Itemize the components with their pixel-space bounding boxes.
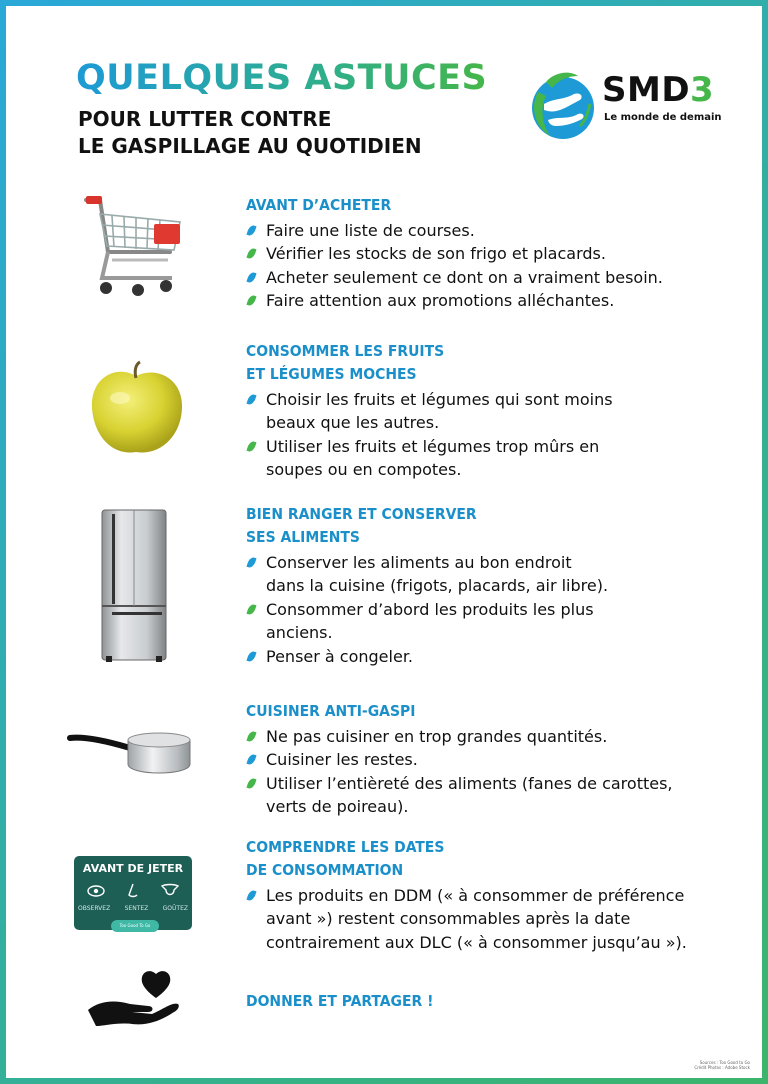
list-item	[246, 266, 663, 289]
leaf-icon	[246, 393, 256, 406]
list-item-line: verts de poireau).	[266, 797, 409, 817]
leaf-icon	[246, 777, 256, 790]
badge-label-sentez: SENTEZ	[124, 905, 149, 912]
section-title	[246, 836, 687, 882]
section-title-line: CUISINER ANTI-GASPI	[246, 702, 416, 720]
list-item	[246, 388, 613, 435]
badge-labels	[78, 905, 188, 912]
badge-label-observez: OBSERVEZ	[78, 905, 111, 912]
list-item-line: dans la cuisine (frigots, placards, air libre).	[266, 576, 609, 596]
list-item	[246, 772, 673, 819]
fridge-icon	[98, 506, 170, 666]
section-title	[246, 700, 673, 723]
too-good-to-go-logo: Too Good To Go	[111, 920, 159, 932]
leaf-icon	[246, 889, 256, 902]
section-title	[246, 340, 613, 386]
bullet-list	[246, 388, 613, 482]
bullet-list	[246, 725, 673, 819]
subtitle-line-2: LE GASPILLAGE AU QUOTIDIEN	[78, 134, 422, 158]
list-item-line: beaux que les autres.	[266, 413, 440, 433]
list-item	[246, 645, 608, 668]
list-item-text: Faire une liste de courses.	[266, 221, 475, 240]
list-item	[246, 748, 673, 771]
logo-wordmark	[602, 70, 714, 110]
leaf-icon	[246, 556, 256, 569]
list-item-line: Penser à congeler.	[266, 646, 414, 666]
leaf-icon	[246, 650, 256, 663]
page-title: QUELQUES ASTUCES	[76, 58, 488, 98]
section-title-line: CONSOMMER LES FRUITS	[246, 342, 445, 360]
list-item-line: Utiliser l’entièreté des aliments (fanes de carottes,	[266, 773, 673, 793]
credits-line: Crédit Photos : Adobe Stock	[694, 1065, 750, 1070]
bullet-list	[246, 551, 608, 668]
section-title-line: COMPRENDRE LES DATES	[246, 838, 445, 856]
section-title-line: SES ALIMENTS	[246, 528, 360, 546]
section-title-line: ET LÉGUMES MOCHES	[246, 365, 417, 383]
list-item	[246, 435, 613, 482]
list-item	[246, 219, 663, 242]
shopping-cart-icon	[82, 194, 186, 306]
leaf-icon	[246, 440, 256, 453]
badge-label-goutez: GOÛTEZ	[162, 905, 188, 912]
list-item	[246, 551, 608, 598]
bullet-list	[246, 219, 663, 313]
leaf-icon	[246, 224, 256, 237]
list-item	[246, 598, 608, 645]
list-item	[246, 884, 687, 954]
section-donner-partager	[246, 990, 433, 1015]
list-item-line: anciens.	[266, 623, 333, 643]
list-item	[246, 725, 673, 748]
leaf-icon	[246, 248, 256, 261]
list-item-line: Choisir les fruits et légumes qui sont moins	[266, 390, 613, 409]
section-fruits-legumes	[246, 340, 613, 482]
logo-tagline: Le monde de demain	[604, 112, 722, 123]
logo-digit: 3	[690, 70, 715, 110]
list-item-line: Conserver les aliments au bon endroit	[266, 553, 572, 572]
list-item	[246, 242, 663, 265]
bullet-list	[246, 884, 687, 954]
section-avant-acheter	[246, 194, 663, 313]
sources-line: Sources : Too Good to Go	[699, 1060, 750, 1065]
list-item-line: Cuisiner les restes.	[266, 750, 418, 770]
list-item-line: Les produits en DDM (« à consommer de préférence	[266, 886, 685, 905]
list-item	[246, 289, 663, 312]
leaf-icon	[246, 754, 256, 767]
list-item-line: avant ») restent consommables après la date	[266, 909, 631, 929]
eye-icon	[88, 886, 104, 896]
heart-hand-icon	[86, 970, 182, 1030]
photo-credits	[694, 1060, 750, 1070]
list-item-text: Faire attention aux promotions alléchantes.	[266, 291, 615, 311]
list-item-line: Ne pas cuisiner en trop grandes quantités.	[266, 727, 608, 746]
nose-icon	[129, 884, 137, 897]
apple-icon	[86, 360, 188, 458]
section-title-line: DE CONSOMMATION	[246, 861, 404, 879]
leaf-icon	[246, 294, 256, 307]
list-item-line: contrairement aux DLC (« à consommer jusqu’au »).	[266, 932, 687, 952]
section-cuisiner-anti-gaspi	[246, 700, 673, 819]
list-item-text: Acheter seulement ce dont on a vraiment besoin.	[266, 267, 663, 287]
saucepan-icon	[66, 722, 196, 782]
section-title	[246, 990, 433, 1013]
leaf-icon	[246, 603, 256, 616]
section-dates-consommation	[246, 836, 687, 954]
tongue-icon	[162, 885, 178, 895]
logo-name: SMD	[602, 70, 691, 110]
badge-title: AVANT DE JETER	[82, 862, 184, 875]
smd3-logo	[524, 68, 724, 148]
list-item-text: Vérifier les stocks de son frigo et placards.	[266, 244, 606, 264]
section-title-line: BIEN RANGER ET CONSERVER	[246, 505, 477, 523]
leaf-icon	[246, 730, 256, 743]
section-title	[246, 503, 608, 549]
subtitle-line-1: POUR LUTTER CONTRE	[78, 107, 332, 131]
section-title	[246, 194, 663, 217]
hands-globe-icon	[524, 68, 602, 146]
avant-de-jeter-badge	[74, 856, 192, 930]
section-title-line: AVANT D’ACHETER	[246, 196, 392, 214]
section-title-line: DONNER ET PARTAGER !	[246, 992, 434, 1010]
list-item-line: Utiliser les fruits et légumes trop mûrs en	[266, 436, 600, 456]
list-item-line: soupes ou en compotes.	[266, 460, 462, 480]
section-ranger-conserver	[246, 503, 608, 668]
list-item-line: Consommer d’abord les produits les plus	[266, 599, 594, 619]
leaf-icon	[246, 271, 256, 284]
page-subtitle	[78, 106, 422, 160]
